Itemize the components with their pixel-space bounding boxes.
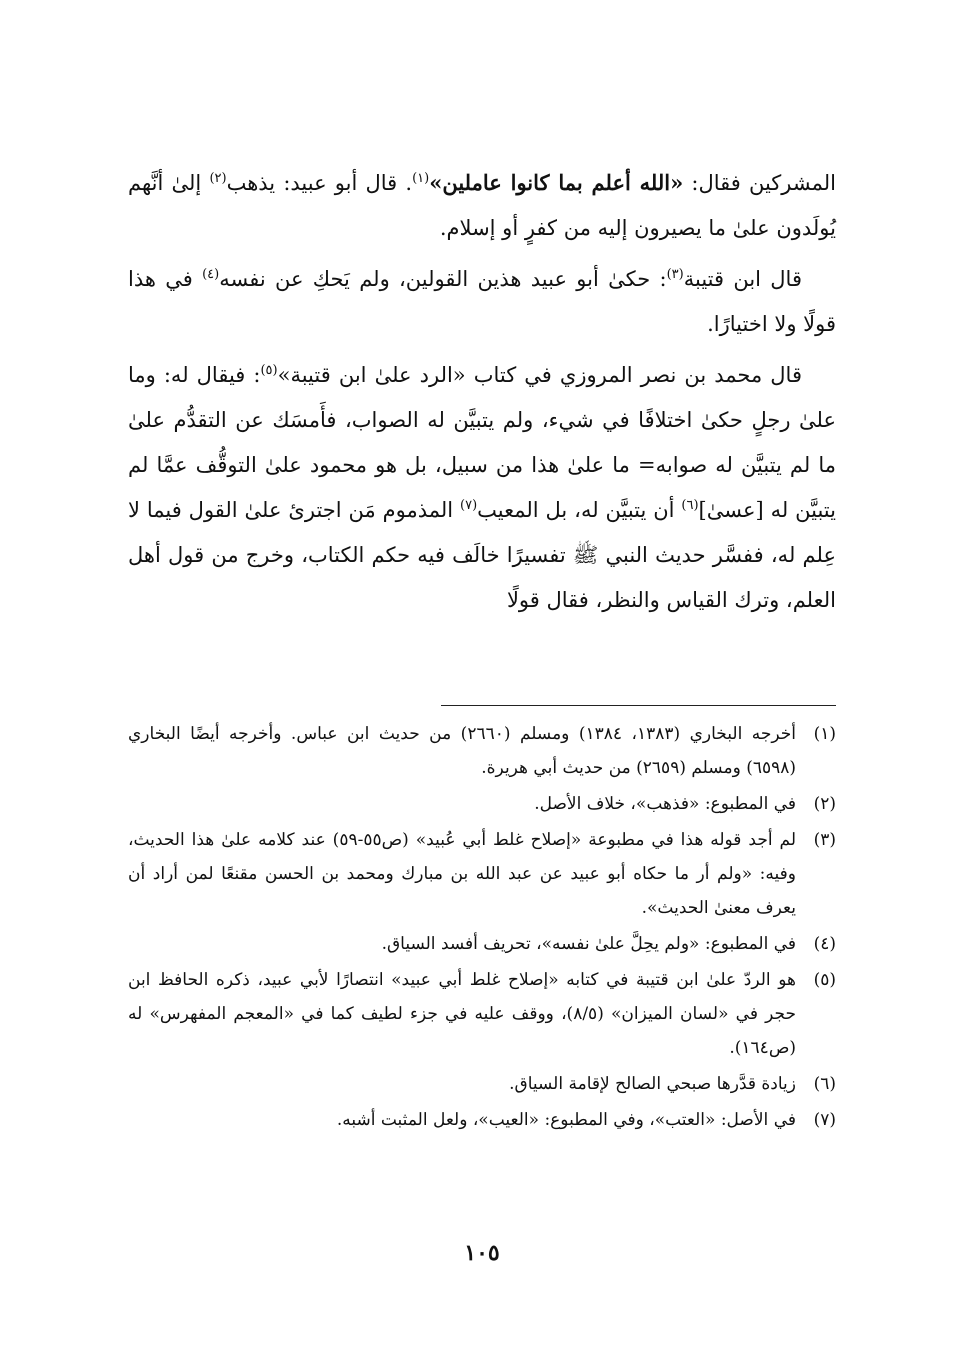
footnote-ref-3[interactable]: (٣) (666, 267, 684, 282)
footnote-7 (128, 1103, 836, 1137)
paragraph-2-text-a: قال ابن قتيبة (683, 267, 802, 291)
paragraph-2-text-b: : حكىٰ أبو عبيد هذين القولين، ولم يَحكِ عن نفسه (219, 267, 667, 291)
footnote-number: (٤) (813, 934, 836, 954)
footnote-ref-7[interactable]: (٧) (460, 498, 478, 513)
paragraph-1-text-c: إلىٰ أنَّهم يُولَدون علىٰ ما يصيرون إليه من كفرٍ أو إسلام. (128, 171, 836, 240)
footnote-3 (128, 823, 836, 925)
footnote-text: هو الردّ علىٰ ابن قتيبة في كتابه «إصلاح غلط أبي عبيد» انتصارًا لأبي عبيد، ذكره الحافظ ابن حجر في «لسان الميزان» (٨/٥)، ووقف عليه في جزء لطيف كما في «المعجم المفهرس» له (ص١٦٤). (128, 970, 797, 1058)
footnotes (128, 717, 836, 1139)
footnote-ref-6[interactable]: (٦) (681, 498, 699, 513)
paragraph-3 (128, 353, 836, 623)
footnote-ref-1[interactable]: (١) (412, 171, 430, 186)
footnote-2 (128, 787, 836, 821)
footnote-text: في الأصل: «العتب»، وفي المطبوع: «العيب»، ولعل المثبت أشبه. (336, 1110, 796, 1130)
footnote-number: (٣) (813, 830, 836, 850)
footnote-number: (٢) (813, 794, 836, 814)
footnote-number: (٥) (813, 970, 836, 990)
paragraph-1 (128, 160, 836, 251)
footnote-6 (128, 1067, 836, 1101)
footnote-ref-2[interactable]: (٢) (209, 171, 227, 186)
footnote-text: لم أجد قوله هذا في مطبوعة «إصلاح غلط أبي عُبيد» (ص٥٥-٥٩) عند كلامه علىٰ هذا الحديث، وفيه: «ولم أر ما حكاه أبو عبيد عن عبد الله بن مبارك ومحمد بن الحسن مقنعًا لمن أراد أن يعرف معنىٰ الحديث». (128, 830, 796, 918)
footnote-text: في المطبوع: «ولم يحِلَّ علىٰ نفسه»، تحريف أفسد السياق. (381, 934, 796, 954)
footnote-separator (441, 705, 836, 706)
footnote-ref-5[interactable]: (٥) (260, 363, 278, 378)
footnote-text: زيادة قدَّرها صبحي الصالح لإقامة السياق. (509, 1074, 796, 1094)
paragraph-3-text-b: : فيقال له: وما علىٰ رجلٍ حكىٰ اختلافًا في شيء، ولم يتبيَّن له الصواب، فأَمسَك عن التقدُّم علىٰ ما لم يتبيَّن له صوابه= ما علىٰ هذا من سبيل، بل هو محمود علىٰ التوقُّف عمَّا لم يتبيَّن له [عسىٰ] (128, 363, 836, 522)
footnote-1 (128, 717, 836, 785)
quran-quote: «الله أعلم بما كانوا عاملين» (429, 170, 684, 195)
page-number: ١٠٥ (464, 1240, 500, 1266)
footnote-text: أخرجه البخاري (١٣٨٣، ١٣٨٤) ومسلم (٢٦٦٠) من حديث ابن عباس. وأخرجه أيضًا البخاري (٦٥٩٨) ومسلم (٢٦٥٩) من حديث أبي هريرة. (128, 724, 796, 778)
paragraph-1-text-a: المشركين فقال: (683, 171, 837, 195)
main-text (128, 160, 836, 623)
paragraph-2 (128, 257, 836, 347)
paragraph-1-text-b: . قال أبو عبيد: يذهب (226, 171, 413, 195)
footnote-ref-4[interactable]: (٤) (202, 267, 220, 282)
footnote-4 (128, 927, 836, 961)
footnote-5 (128, 963, 836, 1065)
footnote-text: في المطبوع: «فذهب»، خلاف الأصل. (534, 794, 796, 814)
footnote-number: (٧) (813, 1110, 836, 1130)
footnote-number: (٦) (813, 1074, 836, 1094)
paragraph-3-text-d: المذموم مَن اجترئ علىٰ القول فيما لا عِلم له، ففسَّر حديث النبي ﷺ تفسيرًا خالَف فيه حكم الكتاب، وخرج من قول أهل العلم، وترك القياس والنظر، فقال قولًا (128, 498, 836, 612)
paragraph-3-text-c: أن يتبيَّن له، بل المعيب (477, 498, 682, 522)
paragraph-3-text-a: قال محمد بن نصر المروزي في كتاب «الرد علىٰ ابن قتيبة» (277, 363, 802, 387)
footnote-number: (١) (813, 724, 836, 744)
paragraph-2-text-c: في هذا قولًا ولا اختيارًا. (128, 267, 836, 336)
